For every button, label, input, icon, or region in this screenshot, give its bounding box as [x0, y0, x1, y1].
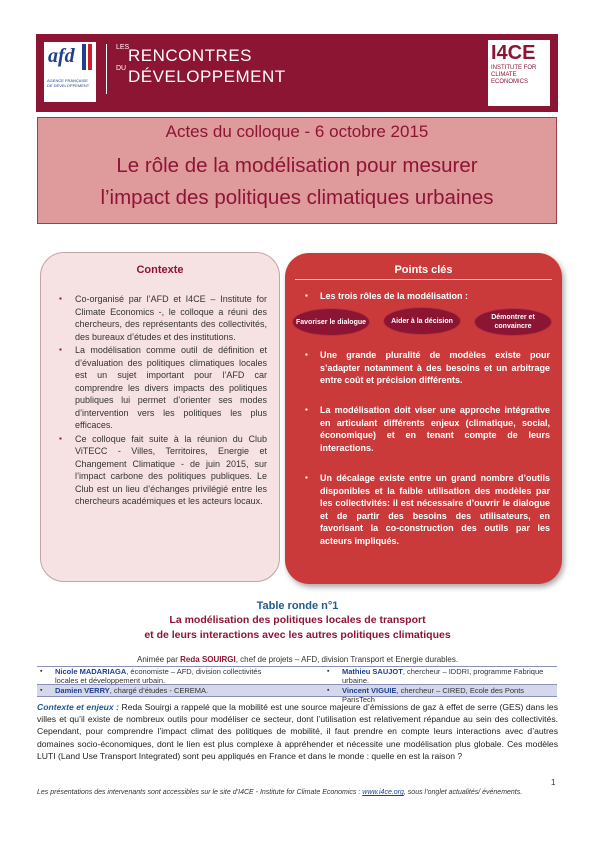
speaker-role: , chercheur – CIRED, Ecole des Ponts ParisTech — [342, 686, 525, 704]
contexte-panel — [40, 252, 280, 582]
contexte-list — [57, 293, 267, 509]
speaker-marker: ▪ — [40, 668, 43, 675]
point-cle-item — [305, 349, 550, 387]
contexte-enjeux-label: Contexte et enjeux : — [37, 702, 120, 712]
afd-logo — [44, 42, 96, 102]
role-oval-convaincre: Démontrer et convaincre — [475, 309, 551, 335]
speaker-name: Damien VERRY — [55, 686, 110, 695]
roles-intro — [305, 290, 550, 303]
page-title-line1: Le rôle de la modélisation pour mesurer — [116, 154, 478, 177]
contexte-enjeux-text: Reda Souirgi a rappelé que la mobilité est une source majeure d’émissions de gaz à effet de serre (GES) dans les villes et qu’il existe de nombreux outils pour modéliser ce secteur, dont l’utilisation est relativement répandue au sein des collectivités. Cependant, pour comprendre l’impact climat des politiques de mobilité, il faut prendre en compte leurs interactions avec d’autres domaines socio-économiques, dont le lien est plus complexe à appréhender et nécessite une modélisation plus globale. Ces modèles LUTI (Land Use Transport Integrated) sont peu appliqués en France et dans le monde : quelle en est la raison ? — [37, 702, 558, 761]
speaker-name: Mathieu SAUJOT — [342, 667, 403, 676]
rencontres-les: LES — [116, 44, 130, 51]
afd-logo-mark: afd — [48, 45, 75, 67]
page-title — [38, 150, 556, 214]
speaker-role: , chargé d’études - CEREMA. — [109, 686, 209, 695]
contexte-enjeux-paragraph — [37, 701, 558, 762]
point-cle-text: Un décalage existe entre un grand nombre d’outils disponibles et la faible utilisation des modèles par les collectivités: il est nécessaire d’ouvrir le dialogue et de partir des besoins des utilisateurs, en favorisant la co-construction des outils par les acteurs impliqués. — [320, 473, 550, 546]
bullet-icon: ▪ — [305, 405, 308, 414]
colloque-subtitle: Actes du colloque - 6 octobre 2015 — [165, 122, 429, 141]
point-cle-text: Une grande pluralité de modèles existe pour s’adapter notamment à des besoins et un arbitrage entre coût et précision différents. — [320, 350, 550, 385]
animee-prefix: Animée par — [137, 655, 178, 664]
page-number: 1 — [551, 778, 556, 787]
points-cles-divider — [295, 279, 552, 280]
speaker-marker: ▪ — [40, 687, 43, 694]
table-ronde-subtitle-line2: et de leurs interactions avec les autres politiques climatiques — [144, 629, 451, 641]
i4ce-logo-name: I4CE — [491, 42, 536, 64]
point-cle-item — [305, 472, 550, 547]
contexte-title: Contexte — [136, 264, 184, 276]
speaker-item — [327, 667, 557, 685]
speaker-role: , économiste – AFD, division collectivités locales et développement urbain. — [55, 667, 262, 685]
roles-intro-text: Les trois rôles de la modélisation : — [320, 291, 469, 301]
i4ce-logo — [488, 40, 550, 106]
points-cles-title: Points clés — [394, 264, 453, 276]
page-title-line2: l’impact des politiques climatiques urbaines — [100, 186, 494, 209]
afd-flag-icon — [82, 44, 93, 70]
speaker-item — [40, 686, 285, 695]
point-cle-item — [305, 404, 550, 454]
speaker-marker: ▪ — [327, 668, 330, 675]
role-oval-dialogue: Favoriser le dialogue — [293, 309, 369, 335]
speaker-role: , chercheur – IDDRI, programme Fabrique urbaine. — [342, 667, 544, 685]
rencontres-du: DU — [116, 65, 127, 72]
contexte-item: ▪ Co-organisé par l’AFD et I4CE – Institute for Climate Economics -, le colloque a réuni des chercheurs, des représentants des collectivités, des bureaux d’études et des institutions. — [57, 293, 267, 343]
footer-text-before: Les présentations des intervenants sont accessibles sur le site d’I4CE - Institute for Climate Economics : — [37, 789, 363, 796]
contexte-item: ▪ Ce colloque fait suite à la réunion du Club ViTECC - Villes, Territoires, Energie et Changement Climatique - de juin 2015, sur l’impact carbone des politiques publiques. Le Club est un lieu d’échanges privilégié entre les chercheurs académiques et les acteurs locaux. — [57, 433, 267, 508]
rencontres-line1: RENCONTRES — [128, 46, 253, 65]
bullet-icon: ▪ — [305, 350, 308, 359]
animee-par-line — [137, 655, 458, 664]
role-oval-decision: Aider à la décision — [384, 308, 460, 334]
animee-role: , chef de projets – AFD, division Transport et Energie durables. — [235, 655, 459, 664]
header-separator — [106, 44, 107, 94]
speaker-name: Vincent VIGUIE — [342, 686, 397, 695]
bullet-icon: ▪ — [305, 473, 308, 482]
i4ce-website-link[interactable]: www.i4ce.org — [362, 789, 404, 796]
contexte-item: ▪ La modélisation comme outil de définition et d’évaluation des politiques climatiques locales est un sujet important pour l’AFD car comprendre les divers impacts des politiques publiques lui permet d’orienter ses modes d’intervention vers les politiques les plus efficaces. — [57, 344, 267, 432]
speaker-item — [40, 667, 285, 685]
footer-note — [37, 788, 547, 797]
points-cles-panel — [285, 253, 562, 584]
afd-logo-subtitle: AGENCE FRANÇAISE DE DÉVELOPPEMENT — [47, 78, 90, 88]
speaker-marker: ▪ — [327, 687, 330, 694]
point-cle-text: La modélisation doit viser une approche intégrative en articulant différents enjeux (climatique, social, économique) et en tenant compte de leurs interactions. — [320, 405, 550, 453]
table-ronde-label: Table ronde n°1 — [256, 600, 339, 612]
header-band — [36, 34, 558, 112]
footer-text-after: , sous l’onglet actualités/ événements. — [403, 789, 523, 796]
bullet-icon: ▪ — [305, 291, 308, 300]
table-ronde-subtitle-line1: La modélisation des politiques locales de transport — [169, 614, 426, 626]
rencontres-line2: DÉVELOPPEMENT — [128, 67, 286, 86]
speaker-name: Nicole MADARIAGA — [55, 667, 127, 676]
animee-name: Reda SOUIRGI — [180, 655, 236, 664]
i4ce-logo-subtitle: INSTITUTE FOR CLIMATE ECONOMICS — [491, 65, 537, 85]
title-box — [37, 117, 557, 224]
